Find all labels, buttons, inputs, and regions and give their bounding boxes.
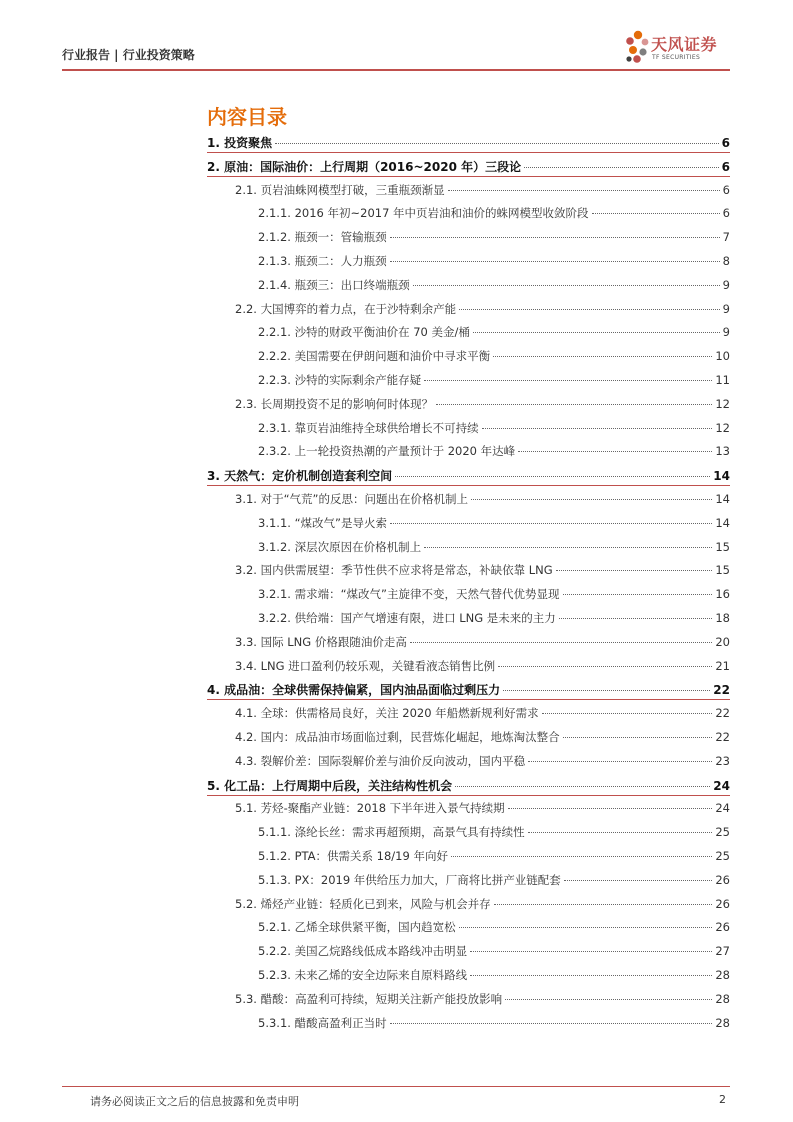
toc-entry[interactable] — [258, 1015, 730, 1031]
logo-english-name: TF SECURITIES — [652, 54, 701, 61]
toc-entry-label: 3.2.1. 需求端：“煤改气”主旋律不变，天然气替代优势显现 — [258, 587, 560, 602]
toc-entry-page: 25 — [715, 849, 730, 863]
toc-entry[interactable] — [235, 634, 730, 650]
toc-leader-dots — [448, 190, 720, 191]
toc-leader-dots — [508, 808, 713, 809]
toc-entry[interactable] — [235, 800, 730, 816]
toc-entry-label: 5.2.3. 未来乙烯的安全边际来自原料路线 — [258, 968, 468, 982]
toc-entry-label: 5.2. 烯烃产业链：轻质化已到来，风险与机会并存 — [235, 896, 491, 911]
toc-entry-page: 28 — [715, 1015, 730, 1030]
toc-leader-dots — [470, 975, 712, 976]
toc-leader-dots — [424, 547, 712, 548]
toc-entry-label: 2.1.1. 2016 年初~2017 年中页岩油和油价的蛛网模型收敛阶段 — [258, 206, 589, 221]
toc-entry-page: 12 — [715, 396, 730, 411]
toc-entry-page: 26 — [715, 920, 730, 935]
toc-entry-label: 3.2. 国内供需展望：季节性供不应求将是常态，补缺依靠 LNG — [235, 563, 553, 578]
toc-entry-page: 6 — [722, 206, 730, 221]
toc-entry-page: 16 — [715, 587, 730, 602]
toc-entry-label: 2.3.1. 靠页岩油维持全球供给增长不可持续 — [258, 420, 479, 435]
toc-leader-dots — [470, 951, 712, 952]
toc-entry-page: 22 — [715, 730, 730, 744]
toc-leader-dots — [528, 832, 713, 833]
toc-leader-dots — [410, 642, 713, 643]
toc-entry-label: 3. 天然气：定价机制创造套利空间 — [207, 469, 393, 484]
toc-leader-dots — [563, 737, 713, 738]
disclaimer-text: 请务必阅读正文之后的信息披露和免责申明 — [90, 1095, 299, 1108]
toc-leader-dots — [471, 499, 712, 500]
toc-entry-label: 2.1.4. 瓶颈三：出口终端瓶颈 — [258, 277, 410, 292]
flower-logo-icon — [624, 26, 652, 70]
toc-leader-dots — [542, 713, 713, 714]
toc-entry-page: 6 — [721, 159, 730, 174]
toc-entry-page: 8 — [722, 254, 730, 268]
toc-leader-dots — [395, 476, 710, 477]
toc-entry-page: 6 — [722, 182, 730, 197]
toc-leader-dots — [482, 428, 713, 429]
toc-entry-label: 4.1. 全球：供需格局良好，关注 2020 年船燃新规利好需求 — [235, 706, 539, 721]
toc-entry[interactable] — [258, 229, 730, 245]
toc-section-underline — [207, 176, 730, 177]
toc-entry[interactable] — [258, 324, 730, 340]
toc-leader-dots — [564, 880, 713, 881]
toc-entry[interactable] — [258, 372, 730, 388]
toc-entry[interactable] — [235, 991, 730, 1007]
toc-leader-dots — [390, 237, 720, 238]
toc-entry-page: 25 — [715, 825, 730, 840]
toc-entry-label: 2.1.3. 瓶颈二：人力瓶颈 — [258, 254, 387, 268]
toc-entry-label: 5.1.1. 涤纶长丝：需求再超预期，高景气具有持续性 — [258, 825, 525, 840]
toc-entry-page: 14 — [715, 515, 730, 530]
toc-entry-page: 15 — [715, 539, 730, 554]
toc-entry-page: 7 — [722, 230, 730, 245]
toc-entry-label: 2.1.2. 瓶颈一：管输瓶颈 — [258, 230, 387, 245]
toc-entry-page: 26 — [715, 896, 730, 911]
toc-entry[interactable] — [207, 467, 730, 483]
toc-entry-label: 3.1.2. 深层次原因在价格机制上 — [258, 539, 422, 554]
toc-leader-dots — [451, 856, 712, 857]
page-number: 2 — [719, 1093, 726, 1106]
toc-entry[interactable] — [235, 705, 730, 721]
toc-entry-page: 21 — [715, 658, 730, 673]
toc-entry[interactable] — [235, 896, 730, 912]
toc-entry-page: 14 — [715, 492, 730, 506]
logo-chinese-name: 天风证券 — [651, 35, 718, 54]
toc-leader-dots — [473, 332, 720, 333]
toc-entry-label: 2.1. 页岩油蛛网模型打破，三重瓶颈渐显 — [235, 182, 445, 197]
toc-leader-dots — [563, 594, 713, 595]
toc-entry-label: 2.2.3. 沙特的实际剩余产能存疑 — [258, 373, 422, 387]
toc-entry-label: 5. 化工品：上行周期中后段，关注结构性机会 — [207, 778, 453, 793]
toc-entry[interactable] — [258, 539, 730, 555]
toc-entry[interactable] — [258, 919, 730, 935]
toc-entry-page: 14 — [713, 469, 730, 484]
toc-entry-page: 6 — [721, 136, 730, 150]
toc-entry-page: 22 — [713, 683, 730, 698]
toc-entry-label: 2.2. 大国博弈的着力点，在于沙特剩余产能 — [235, 301, 457, 316]
toc-entry[interactable] — [258, 348, 730, 364]
toc-leader-dots — [493, 356, 712, 357]
toc-entry-page: 9 — [722, 301, 730, 316]
toc-entry-label: 3.3. 国际 LNG 价格跟随油价走高 — [235, 634, 407, 649]
toc-leader-dots — [524, 167, 719, 168]
toc-entry-page: 15 — [715, 563, 730, 578]
toc-entry-label: 4.3. 裂解价差：国际裂解价差与油价反向波动，国内平稳 — [235, 753, 526, 768]
toc-leader-dots — [498, 666, 712, 667]
toc-entry-page: 26 — [715, 872, 730, 887]
toc-entry-label: 2.3. 长周期投资不足的影响何时体现？ — [235, 396, 434, 411]
toc-entry-page: 27 — [715, 944, 730, 959]
toc-entry-page: 20 — [715, 634, 730, 649]
toc-entry-page: 24 — [715, 801, 730, 816]
toc-entry-label: 2.3.2. 上一轮投资热潮的产量预计于 2020 年达峰 — [258, 444, 516, 459]
toc-section-underline — [207, 152, 730, 153]
toc-entry[interactable] — [258, 253, 730, 269]
toc-entry[interactable] — [258, 586, 730, 602]
toc-entry[interactable] — [258, 967, 730, 983]
toc-leader-dots — [528, 761, 712, 762]
toc-title: 内容目录 — [207, 105, 287, 129]
toc-entry[interactable] — [258, 943, 730, 959]
toc-entry-page: 22 — [715, 706, 730, 721]
toc-entry-label: 3.1. 对于“气荒”的反思：问题出在价格机制上 — [235, 492, 469, 506]
toc-entry-page: 23 — [715, 753, 730, 768]
toc-entry[interactable] — [207, 158, 730, 174]
toc-entry-page: 12 — [715, 420, 730, 435]
toc-entry[interactable] — [207, 681, 730, 697]
toc-leader-dots — [459, 927, 713, 928]
toc-entry-label: 3.2.2. 供给端：国产气增速有限，进口 LNG 是未来的主力 — [258, 611, 556, 625]
toc-section-underline — [207, 485, 730, 486]
toc-entry[interactable] — [207, 777, 730, 793]
toc-section-underline — [207, 795, 730, 796]
toc-leader-dots — [592, 213, 720, 214]
toc-leader-dots — [559, 618, 713, 619]
toc-entry-label: 5.3. 醋酸：高盈利可持续，短期关注新产能投放影响 — [235, 991, 503, 1006]
toc-entry-label: 5.1. 芳烃-聚酯产业链：2018 下半年进入景气持续期 — [235, 801, 505, 816]
toc-entry-label: 2.2.2. 美国需要在伊朗问题和油价中寻求平衡 — [258, 349, 491, 364]
toc-entry-label: 2. 原油：国际油价：上行周期（2016~2020 年）三段论 — [207, 159, 522, 174]
toc-entry[interactable] — [258, 515, 730, 531]
toc-leader-dots — [494, 904, 713, 905]
toc-entry-page: 28 — [715, 991, 730, 1006]
toc-entry-page: 10 — [715, 349, 730, 364]
toc-entry-label: 4.2. 国内：成品油市场面临过剩，民营炼化崛起，地炼淘汰整合 — [235, 730, 560, 744]
toc-leader-dots — [503, 690, 710, 691]
tf-securities-logo — [624, 26, 734, 70]
toc-entry[interactable] — [258, 872, 730, 888]
toc-entry[interactable] — [258, 420, 730, 436]
toc-entry-label: 5.3.1. 醋酸高盈利正当时 — [258, 1015, 387, 1030]
toc-entry[interactable] — [258, 443, 730, 459]
toc-leader-dots — [424, 380, 712, 381]
toc-entry-label: 5.2.1. 乙烯全球供紧平衡，国内趋宽松 — [258, 920, 456, 935]
toc-entry-label: 5.2.2. 美国乙烷路线低成本路线冲击明显 — [258, 944, 468, 959]
toc-entry[interactable] — [235, 491, 730, 507]
toc-entry[interactable] — [235, 182, 730, 198]
toc-entry[interactable] — [258, 848, 730, 864]
footer-divider — [62, 1086, 730, 1087]
toc-entry-page: 9 — [722, 325, 730, 340]
toc-leader-dots — [459, 309, 720, 310]
toc-leader-dots — [455, 786, 710, 787]
toc-entry-page: 11 — [715, 373, 730, 387]
toc-entry[interactable] — [235, 396, 730, 412]
toc-entry-label: 5.1.3. PX：2019 年供给压力加大，厂商将比拼产业链配套 — [258, 872, 561, 887]
toc-entry-page: 24 — [713, 778, 730, 793]
toc-leader-dots — [390, 1023, 713, 1024]
toc-entry-label: 3.1.1. “煤改气”是导火索 — [258, 515, 387, 530]
toc-entry-page: 18 — [715, 611, 730, 625]
toc-entry-label: 4. 成品油：全球供需保持偏紧，国内油品面临过剩压力 — [207, 683, 501, 698]
toc-entry[interactable] — [258, 277, 730, 293]
toc-entry[interactable] — [258, 610, 730, 626]
toc-entry[interactable] — [235, 301, 730, 317]
toc-leader-dots — [556, 570, 713, 571]
toc-entry-page: 9 — [722, 277, 730, 292]
toc-leader-dots — [413, 285, 720, 286]
toc-entry[interactable] — [258, 205, 730, 221]
toc-entry[interactable] — [235, 753, 730, 769]
toc-leader-dots — [436, 404, 712, 405]
toc-entry-label: 2.2.1. 沙特的财政平衡油价在 70 美金/桶 — [258, 325, 470, 340]
toc-entry[interactable] — [207, 134, 730, 150]
toc-leader-dots — [505, 999, 712, 1000]
toc-entry[interactable] — [235, 658, 730, 674]
toc-section-underline — [207, 699, 730, 700]
report-type-label: 行业报告 | 行业投资策略 — [62, 48, 195, 62]
toc-entry-label: 1. 投资聚焦 — [207, 136, 273, 150]
toc-entry[interactable] — [235, 562, 730, 578]
toc-entry[interactable] — [235, 729, 730, 745]
toc-entry-label: 3.4. LNG 进口盈利仍较乐观，关键看液态销售比例 — [235, 658, 496, 673]
toc-leader-dots — [390, 261, 720, 262]
toc-leader-dots — [390, 523, 712, 524]
toc-entry-label: 5.1.2. PTA：供需关系 18/19 年向好 — [258, 849, 448, 863]
toc-leader-dots — [518, 451, 712, 452]
toc-leader-dots — [275, 143, 719, 144]
toc-entry[interactable] — [258, 824, 730, 840]
toc-entry-page: 28 — [715, 968, 730, 982]
toc-entry-page: 13 — [715, 444, 730, 459]
